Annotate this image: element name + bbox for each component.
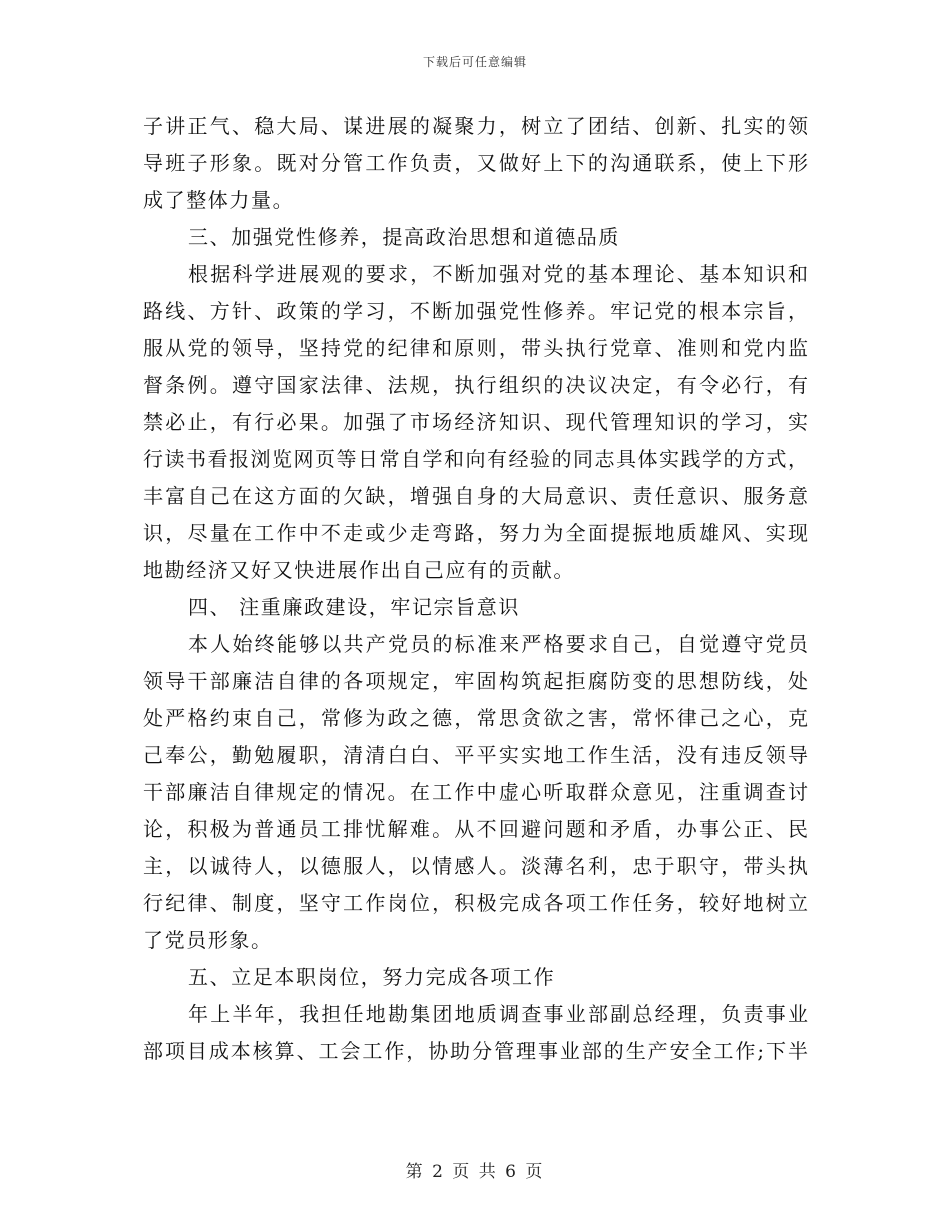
document-body	[143, 108, 808, 1070]
text-line: 干部廉洁自律规定的情况。在工作中虚心听取群众意见，注重调查讨	[143, 780, 808, 804]
text-line: 论，积极为普通员工排忧解难。从不回避问题和矛盾，办事公正、民	[143, 817, 808, 841]
text-line: 四、 注重廉政建设，牢记宗旨意识	[188, 595, 520, 619]
text-line: 路线、方针、政策的学习，不断加强党性修养。牢记党的根本宗旨，	[143, 299, 808, 323]
text-line: 领导干部廉洁自律的各项规定，牢固构筑起拒腐防变的思想防线，处	[143, 669, 808, 693]
text-line: 禁必止，有行必果。加强了市场经济知识、现代管理知识的学习，实	[143, 410, 808, 434]
text-line: 丰富自己在这方面的欠缺，增强自身的大局意识、责任意识、服务意	[143, 484, 808, 508]
page-number: 第 2 页 共 6 页	[405, 1162, 545, 1182]
text-line: 年上半年，我担任地勘集团地质调查事业部副总经理，负责事业	[188, 1002, 808, 1026]
text-line: 识，尽量在工作中不走或少走弯路，努力为全面提振地质雄风、实现	[143, 521, 808, 545]
text-line: 督条例。遵守国家法律、法规，执行组织的决议决定，有令必行，有	[143, 373, 808, 397]
text-line: 己奉公，勤勉履职，清清白白、平平实实地工作生活，没有违反领导	[143, 743, 808, 767]
text-line: 子讲正气、稳大局、谋进展的凝聚力，树立了团结、创新、扎实的领	[143, 114, 808, 138]
text-line: 三、加强党性修养，提高政治思想和道德品质	[188, 225, 620, 249]
text-line: 本人始终能够以共产党员的标准来严格要求自己，自觉遵守党员	[188, 632, 808, 656]
text-line: 根据科学进展观的要求，不断加强对党的基本理论、基本知识和	[188, 262, 808, 286]
text-line: 导班子形象。既对分管工作负责，又做好上下的沟通联系，使上下形	[143, 151, 808, 175]
text-line: 部项目成本核算、工会工作，协助分管理事业部的生产安全工作;下半	[143, 1039, 808, 1063]
text-line: 行纪律、制度，坚守工作岗位，积极完成各项工作任务，较好地树立	[143, 891, 808, 915]
text-line: 了党员形象。	[143, 928, 273, 952]
text-line: 服从党的领导，坚持党的纪律和原则，带头执行党章、准则和党内监	[143, 336, 808, 360]
text-line: 主，以诚待人，以德服人，以情感人。淡薄名利，忠于职守，带头执	[143, 854, 808, 878]
text-line: 处严格约束自己，常修为政之德，常思贪欲之害，常怀律己之心，克	[143, 706, 808, 730]
text-line: 行读书看报浏览网页等日常自学和向有经验的同志具体实践学的方式，	[143, 447, 808, 471]
text-line: 成了整体力量。	[143, 188, 295, 212]
text-line: 五、立足本职岗位，努力完成各项工作	[188, 965, 556, 989]
text-line: 地勘经济又好又快进展作出自己应有的贡献。	[143, 558, 575, 582]
page-header: 下载后可任意编辑	[422, 55, 527, 69]
